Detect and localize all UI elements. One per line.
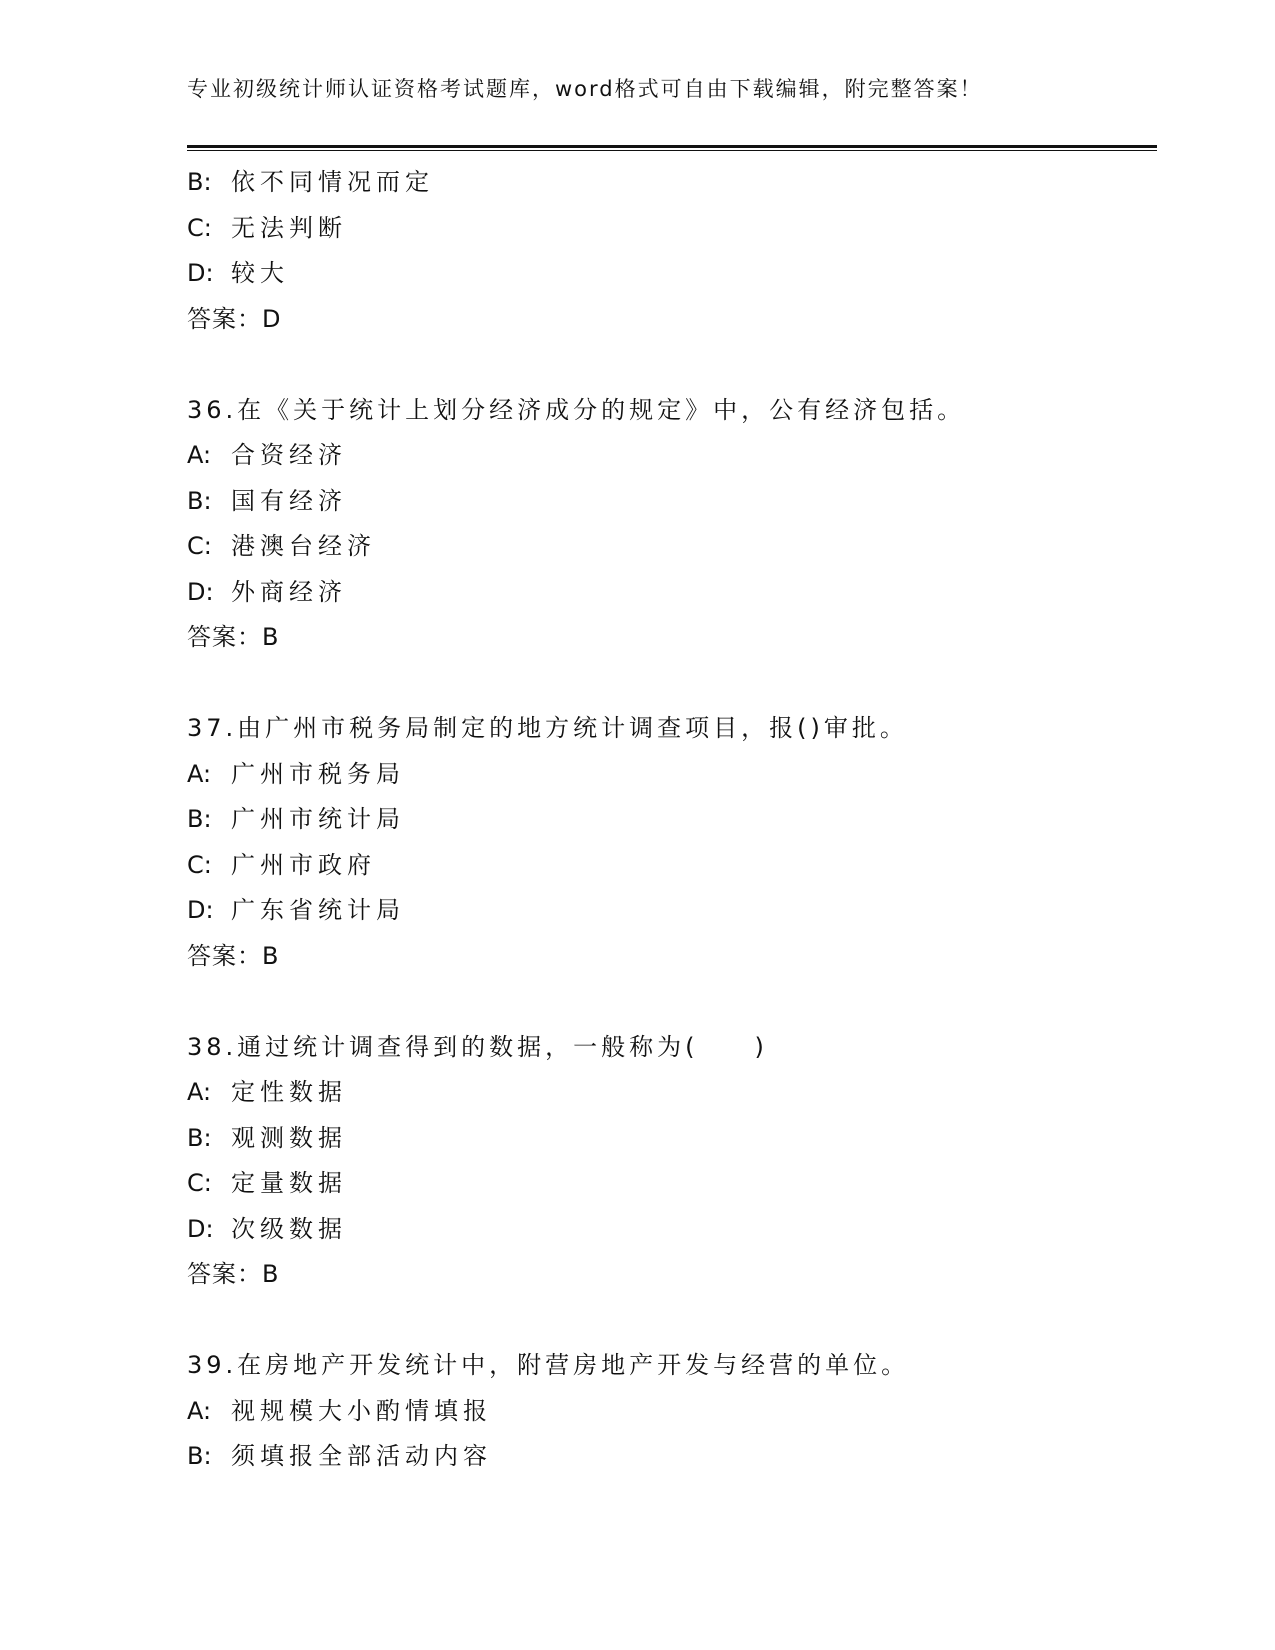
option-key: C: (187, 532, 212, 560)
option-d (187, 888, 1147, 934)
option-c (187, 524, 1147, 570)
question-stem: 37.由广州市税务局制定的地方统计调查项目，报()审批。 (187, 714, 908, 742)
option-key: D: (187, 577, 214, 606)
option-d (187, 251, 1147, 297)
option-c (187, 1161, 1147, 1207)
option-text: 国有经济 (231, 486, 347, 515)
option-a (187, 433, 1147, 479)
answer-line: 答案：B (187, 623, 280, 651)
option-text: 次级数据 (231, 1214, 347, 1243)
option-text: 依不同情况而定 (231, 168, 434, 196)
question-stem: 38.通过统计调查得到的数据，一般称为( ) (187, 1032, 768, 1061)
option-b (187, 160, 1147, 206)
answer-line: 答案：D (187, 304, 282, 333)
option-b (187, 1116, 1147, 1162)
option-d (187, 570, 1147, 616)
option-key: A: (187, 759, 212, 788)
option-key: D: (187, 259, 214, 287)
option-key: C: (187, 850, 212, 879)
option-key: B: (187, 1442, 212, 1470)
option-b (187, 1434, 1147, 1480)
spacer (187, 342, 1147, 388)
header-rule-thick (187, 145, 1157, 148)
option-text: 定量数据 (231, 1169, 347, 1197)
option-key: B: (187, 1123, 212, 1152)
option-text: 港澳台经济 (231, 532, 376, 560)
option-d (187, 1207, 1147, 1253)
option-text: 广东省统计局 (231, 896, 405, 924)
option-text: 外商经济 (231, 577, 347, 606)
answer-line: 答案：B (187, 1260, 280, 1288)
option-text: 广州市政府 (231, 850, 376, 879)
option-text: 广州市统计局 (231, 805, 405, 833)
option-a (187, 1070, 1147, 1116)
question-content (187, 160, 1147, 1480)
option-text: 合资经济 (231, 441, 347, 469)
option-b (187, 797, 1147, 843)
option-text: 观测数据 (231, 1123, 347, 1152)
header-rule-thin (187, 150, 1157, 151)
option-key: C: (187, 1169, 212, 1197)
option-key: B: (187, 486, 212, 515)
option-text: 较大 (231, 259, 289, 287)
option-key: C: (187, 213, 212, 242)
option-text: 广州市税务局 (231, 759, 405, 788)
option-text: 须填报全部活动内容 (231, 1442, 492, 1470)
option-a (187, 752, 1147, 798)
option-c (187, 206, 1147, 252)
spacer (187, 661, 1147, 707)
option-key: B: (187, 168, 212, 196)
option-text: 定性数据 (231, 1078, 347, 1106)
spacer (187, 1298, 1147, 1344)
option-key: A: (187, 1396, 212, 1425)
option-key: A: (187, 1078, 212, 1106)
option-text: 无法判断 (231, 213, 347, 242)
question-stem: 39.在房地产开发统计中，附营房地产开发与经营的单位。 (187, 1351, 910, 1379)
option-key: D: (187, 896, 214, 924)
option-b (187, 479, 1147, 525)
answer-line: 答案：B (187, 941, 280, 970)
question-stem: 36.在《关于统计上划分经济成分的规定》中，公有经济包括。 (187, 395, 966, 424)
option-key: B: (187, 805, 212, 833)
spacer (187, 979, 1147, 1025)
option-c (187, 843, 1147, 889)
page-header: 专业初级统计师认证资格考试题库，word格式可自由下载编辑，附完整答案！ (187, 77, 983, 101)
option-text: 视规模大小酌情填报 (231, 1396, 492, 1425)
option-key: D: (187, 1214, 214, 1243)
option-key: A: (187, 441, 212, 469)
option-a (187, 1389, 1147, 1435)
